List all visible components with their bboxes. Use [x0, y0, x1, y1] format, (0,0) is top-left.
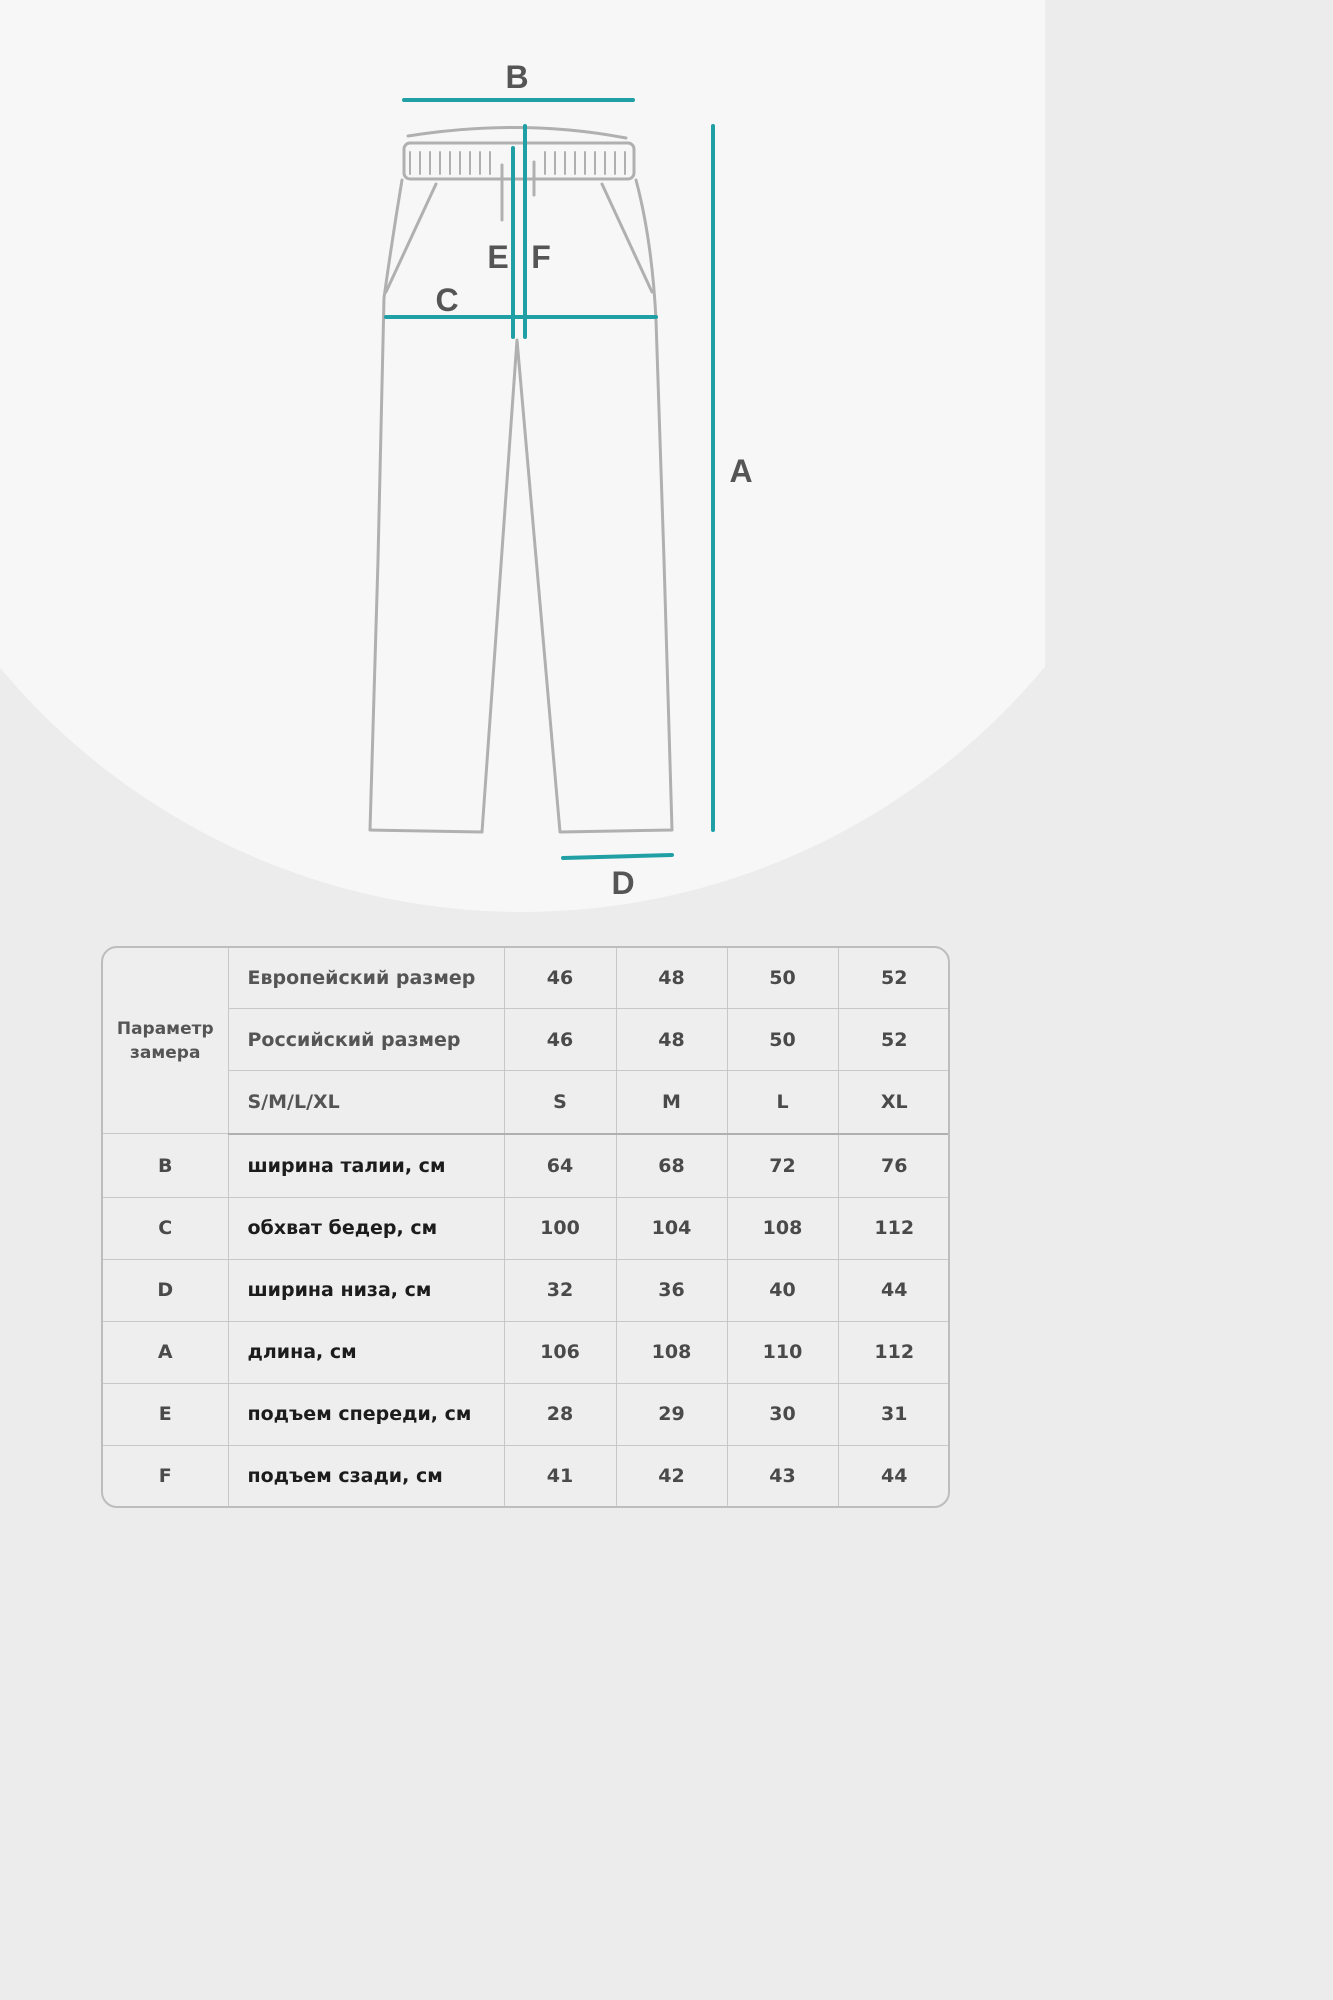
table-row [103, 1445, 950, 1506]
cell-value: 43 [727, 1445, 838, 1506]
label-b: B [505, 59, 529, 95]
cell-value: 112 [838, 1197, 950, 1259]
pants-measurement-diagram [0, 0, 1045, 930]
header-row-eu-size [103, 948, 950, 1009]
cell-value: S [504, 1071, 616, 1134]
backdrop-circle [0, 0, 1045, 912]
cell-value: 106 [504, 1321, 616, 1383]
cell-value: 30 [727, 1383, 838, 1445]
header-row-ru-size [103, 1009, 950, 1071]
row-code: C [103, 1197, 228, 1259]
row-label: Российский размер [228, 1009, 504, 1071]
cell-value: M [616, 1071, 727, 1134]
cell-value: 50 [727, 1009, 838, 1071]
row-code: E [103, 1383, 228, 1445]
row-code: B [103, 1134, 228, 1197]
cell-value: 52 [838, 1009, 950, 1071]
cell-value: 108 [727, 1197, 838, 1259]
size-table [103, 948, 950, 1506]
cell-value: 68 [616, 1134, 727, 1197]
row-code: F [103, 1445, 228, 1506]
row-label: длина, см [228, 1321, 504, 1383]
cell-value: 72 [727, 1134, 838, 1197]
cell-value: 108 [616, 1321, 727, 1383]
cell-value: 76 [838, 1134, 950, 1197]
table-row [103, 1321, 950, 1383]
row-label: S/M/L/XL [228, 1071, 504, 1134]
row-code: A [103, 1321, 228, 1383]
row-label: подъем спереди, см [228, 1383, 504, 1445]
header-row-letter-size [103, 1071, 950, 1134]
cell-value: 110 [727, 1321, 838, 1383]
cell-value: 112 [838, 1321, 950, 1383]
cell-value: 44 [838, 1445, 950, 1506]
cell-value: 48 [616, 1009, 727, 1071]
cell-value: 64 [504, 1134, 616, 1197]
cell-value: 42 [616, 1445, 727, 1506]
cell-value: 50 [727, 948, 838, 1009]
cell-value: 32 [504, 1259, 616, 1321]
label-f: F [531, 239, 551, 275]
cell-value: XL [838, 1071, 950, 1134]
cell-value: 36 [616, 1259, 727, 1321]
cell-value: 104 [616, 1197, 727, 1259]
cell-value: 46 [504, 948, 616, 1009]
label-d: D [611, 865, 635, 901]
row-label: подъем сзади, см [228, 1445, 504, 1506]
row-code: D [103, 1259, 228, 1321]
cell-value: 40 [727, 1259, 838, 1321]
cell-value: 48 [616, 948, 727, 1009]
cell-value: L [727, 1071, 838, 1134]
param-header: Параметр замера [103, 948, 228, 1134]
cell-value: 52 [838, 948, 950, 1009]
cell-value: 28 [504, 1383, 616, 1445]
row-label: ширина низа, см [228, 1259, 504, 1321]
row-label: ширина талии, см [228, 1134, 504, 1197]
row-label: Европейский размер [228, 948, 504, 1009]
cell-value: 46 [504, 1009, 616, 1071]
row-label: обхват бедер, см [228, 1197, 504, 1259]
cell-value: 100 [504, 1197, 616, 1259]
size-table-container [101, 946, 950, 1508]
table-row [103, 1197, 950, 1259]
label-e: E [487, 239, 509, 275]
cell-value: 44 [838, 1259, 950, 1321]
table-row [103, 1259, 950, 1321]
cell-value: 29 [616, 1383, 727, 1445]
cell-value: 41 [504, 1445, 616, 1506]
label-a: A [729, 453, 753, 489]
table-row [103, 1134, 950, 1197]
table-row [103, 1383, 950, 1445]
label-c: C [435, 282, 459, 318]
cell-value: 31 [838, 1383, 950, 1445]
